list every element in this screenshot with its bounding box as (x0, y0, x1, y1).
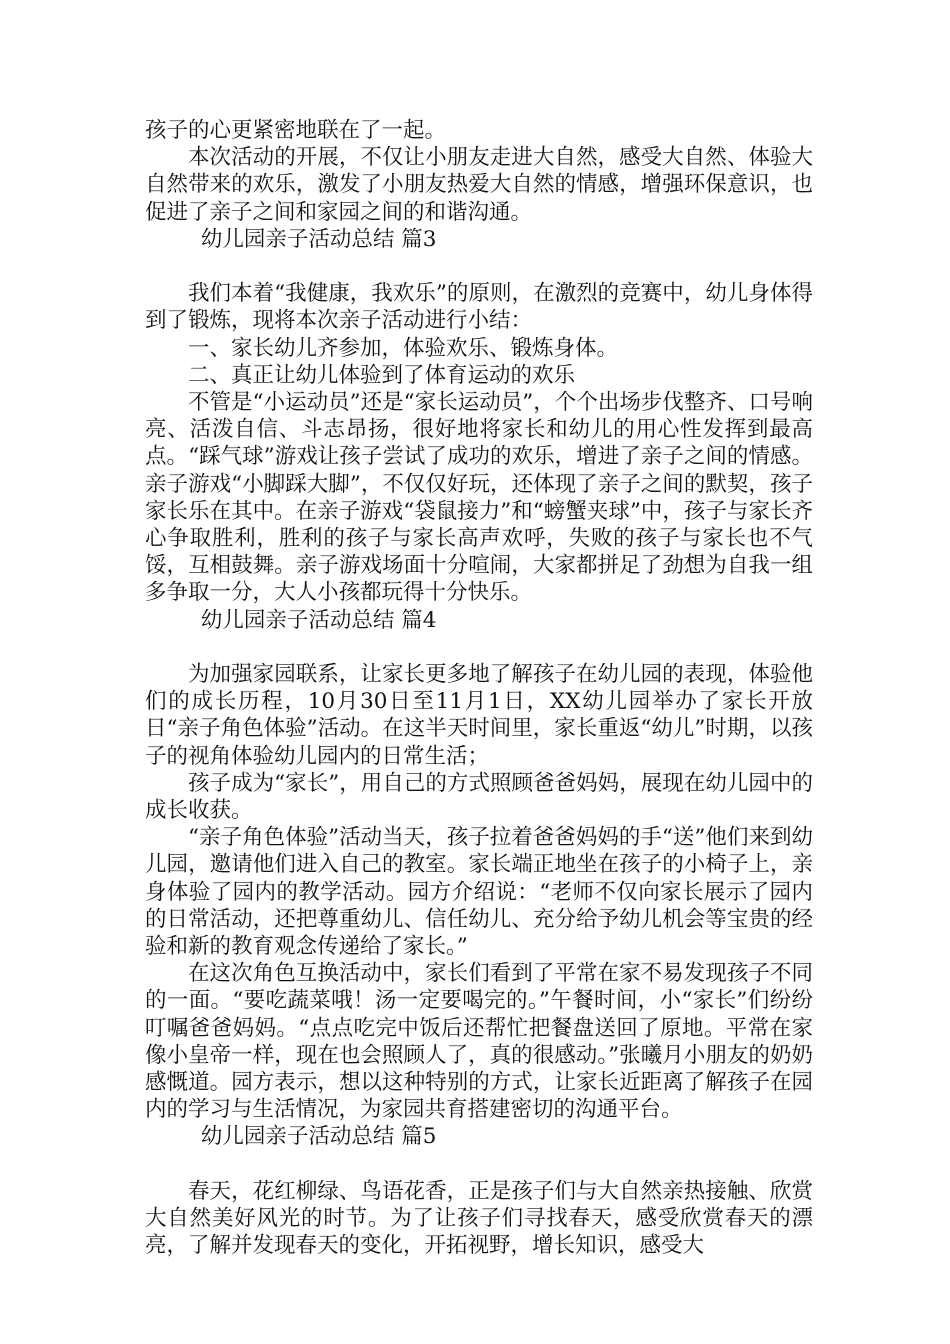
paragraph: 我们本着“我健康，我欢乐”的原则，在激烈的竞赛中，幼儿身体得到了锻炼，现将本次亲子活动进行小结： (145, 281, 813, 334)
paragraph: 在这次角色互换活动中，家长们看到了平常在家不易发现孩子不同的一面。“要吃蔬菜哦！汤一定要喝完的。”午餐时间，小“家长”们纷纷叮嘱爸爸妈妈。“点点吃完中饭后还帮忙把餐盘送回了原地。平常在家像小皇帝一样，现在也会照顾人了，真的很感动。”张曦月小朋友的奶奶感慨道。园方表示，想以这种特别的方式，让家长近距离了解孩子在园内的学习与生活情况，为家园共育搭建密切的沟通平台。 (145, 961, 813, 1123)
paragraph: 一、家长幼儿齐参加，体验欢乐、锻炼身体。 (188, 335, 619, 361)
paragraph: 本次活动的开展，不仅让小朋友走进大自然，感受大自然、体验大自然带来的欢乐，激发了小朋友热爱大自然的情感，增强环保意识，也促进了亲子之间和家园之间的和谐沟通。 (145, 145, 813, 225)
section-heading: 幼儿园亲子活动总结 篇4 (200, 607, 437, 633)
paragraph: “亲子角色体验”活动当天，孩子拉着爸爸妈妈的手“送”他们来到幼儿园，邀请他们进入自己的教室。家长端正地坐在孩子的小椅子上，亲身体验了园内的教学活动。园方介绍说：“老师不仅向家长展示了园内的日常活动，还把尊重幼儿、信任幼儿、充分给予幼儿机会等宝贵的经验和新的教育观念传递给了家长。” (145, 825, 813, 960)
document-body (145, 117, 813, 1259)
paragraph: 为加强家园联系，让家长更多地了解孩子在幼儿园的表现，体验他们的成长历程，10月30日至11月1日，XX幼儿园举办了家长开放日“亲子角色体验”活动。在这半天时间里，家长重返“幼儿”时期，以孩子的视角体验幼儿园内的日常生活； (145, 662, 813, 769)
paragraph: 孩子成为“家长”，用自己的方式照顾爸爸妈妈，展现在幼儿园中的成长收获。 (145, 770, 813, 824)
paragraph: 孩子的心更紧密地联在了一起。 (145, 118, 447, 143)
paragraph: 不管是“小运动员”还是“家长运动员”，个个出场步伐整齐、口号响亮、活泼自信、斗志昂扬，很好地将家长和幼儿的用心性发挥到最高点。“踩气球”游戏让孩子尝试了成功的欢乐，增进了亲子之间的情感。亲子游戏“小脚踩大脚”，不仅仅好玩，还体现了亲子之间的默契，孩子家长乐在其中。在亲子游戏“袋鼠接力”和“螃蟹夹球”中，孩子与家长齐心争取胜利，胜利的孩子与家长高声欢呼，失败的孩子与家长也不气馁，互相鼓舞。亲子游戏场面十分喧闹，大家都拼足了劲想为自我一组多争取一分，大人小孩都玩得十分快乐。 (145, 390, 813, 606)
section-heading: 幼儿园亲子活动总结 篇3 (200, 226, 437, 252)
paragraph: 春天，花红柳绿、鸟语花香，正是孩子们与大自然亲热接触、欣赏大自然美好风光的时节。为了让孩子们寻找春天，感受欣赏春天的漂亮，了解并发现春天的变化，开拓视野，增长知识，感受大 (145, 1178, 813, 1259)
section-heading: 幼儿园亲子活动总结 篇5 (200, 1124, 437, 1150)
paragraph: 二、真正让幼儿体验到了体育运动的欢乐 (188, 362, 576, 388)
